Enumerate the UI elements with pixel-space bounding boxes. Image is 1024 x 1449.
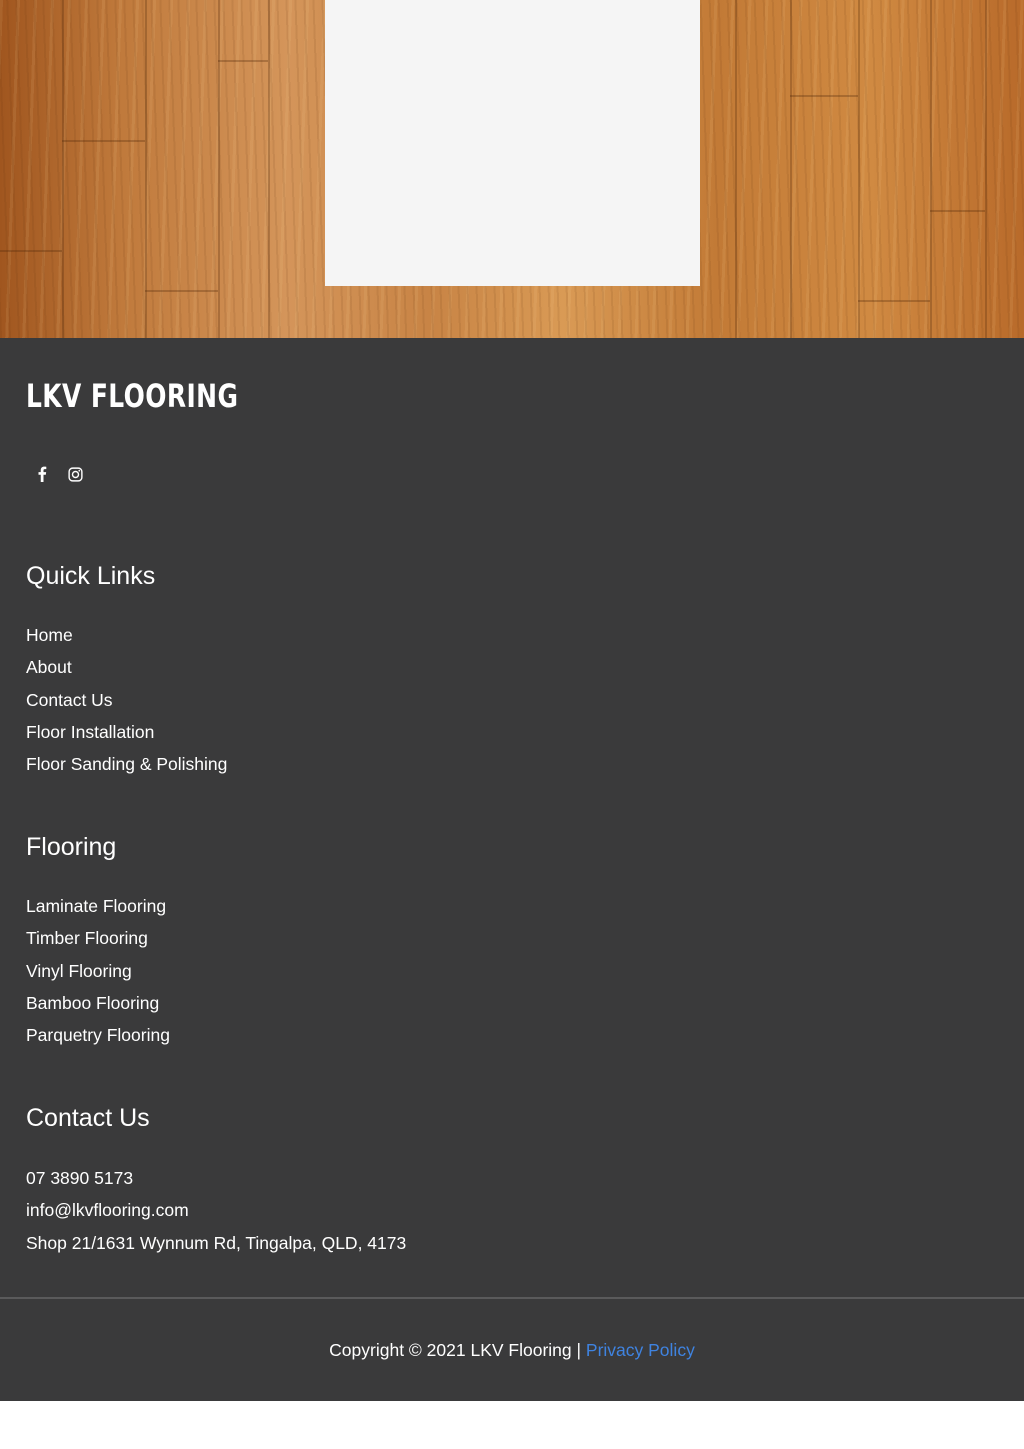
contact-phone[interactable]: 07 3890 5173 [26, 1168, 134, 1188]
footer-link-laminate-flooring[interactable]: Laminate Flooring [26, 896, 167, 916]
hero-content-card [325, 0, 700, 286]
footer-link-bamboo-flooring[interactable]: Bamboo Flooring [26, 992, 160, 1013]
instagram-glyph [68, 467, 83, 482]
footer-link-about[interactable]: About [26, 657, 72, 678]
brand-logo[interactable]: LKV FLOORING [26, 377, 239, 415]
quick-links-heading: Quick Links [26, 562, 156, 590]
facebook-icon[interactable] [32, 463, 52, 485]
contact-details-list [26, 1162, 406, 1259]
footer-link-floor-sanding-polishing[interactable]: Floor Sanding & Polishing [26, 754, 228, 775]
contact-email[interactable]: info@lkvflooring.com [26, 1200, 189, 1221]
footer-link-home[interactable]: Home [26, 625, 73, 645]
contact-heading: Contact Us [26, 1104, 150, 1132]
copyright-text: Copyright © 2021 LKV Flooring | [329, 1340, 586, 1360]
footer-link-vinyl-flooring[interactable]: Vinyl Flooring [26, 960, 132, 981]
contact-address: Shop 21/1631 Wynnum Rd, Tingalpa, QLD, 4173 [26, 1232, 407, 1253]
instagram-icon[interactable] [65, 463, 85, 485]
footer-divider [0, 1297, 1024, 1299]
copyright-bar [0, 1337, 1024, 1363]
footer-link-contact-us[interactable]: Contact Us [26, 689, 113, 710]
hero-wood-floor-background [0, 0, 1024, 338]
footer-link-floor-installation[interactable]: Floor Installation [26, 721, 155, 742]
flooring-links-list [26, 890, 170, 1051]
flooring-heading: Flooring [26, 833, 117, 861]
footer-link-timber-flooring[interactable]: Timber Flooring [26, 928, 148, 949]
privacy-policy-link[interactable]: Privacy Policy [585, 1340, 695, 1360]
quick-links-list [26, 619, 227, 780]
facebook-glyph [37, 466, 47, 482]
footer-link-parquetry-flooring[interactable]: Parquetry Flooring [26, 1025, 170, 1046]
